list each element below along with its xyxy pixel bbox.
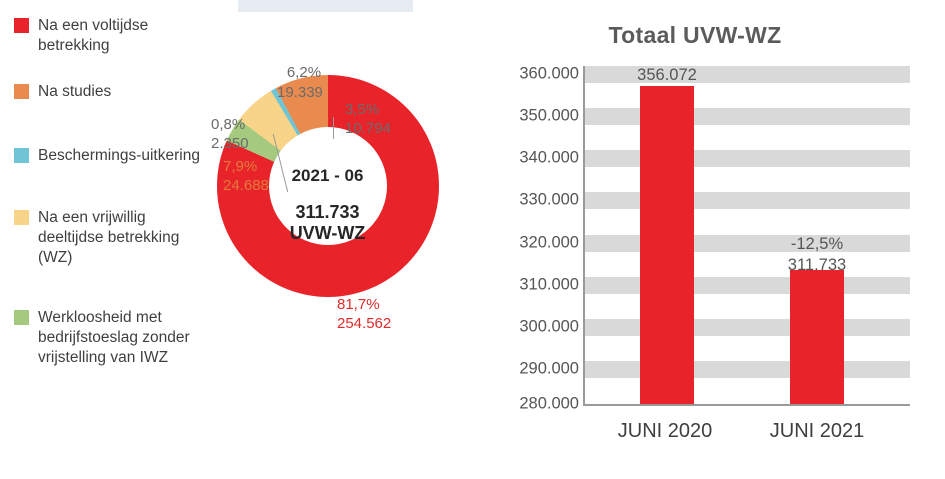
y-tick-340000: 340.000	[519, 148, 579, 167]
x-label-juni-2021: JUNI 2021	[769, 420, 865, 442]
bar-value-2021	[747, 234, 887, 276]
x-axis-labels	[585, 412, 910, 452]
y-tick-360000: 360.000	[519, 64, 579, 83]
legend-swatch-green	[14, 310, 29, 325]
bar-plot-area	[585, 66, 910, 404]
slice-label-green-pct: 3,5%	[345, 101, 380, 118]
grid-band-3	[585, 150, 910, 167]
x-label-juni-2020: JUNI 2020	[617, 420, 713, 442]
bar-total-2021: 311.733	[787, 256, 847, 274]
y-tick-330000: 330.000	[519, 190, 579, 209]
leader-line-yellow	[333, 117, 334, 139]
legend-swatch-red	[14, 18, 29, 33]
slice-label-green-val: 10.794	[345, 120, 391, 137]
legend-swatch-orange	[14, 84, 29, 99]
y-tick-290000: 290.000	[519, 359, 579, 378]
pie-legend	[14, 16, 214, 394]
legend-label-bedrijfstoeslag: Werkloosheid met bedrijfstoeslag zonder vrijstelling van IWZ	[38, 309, 190, 366]
legend-label-studies: Na studies	[38, 83, 112, 100]
donut-total-value: 311.733	[295, 202, 360, 222]
slice-label-blue	[211, 115, 249, 153]
slice-label-orange-val: 24.688	[223, 177, 269, 194]
y-tick-280000: 280.000	[519, 394, 579, 413]
grid-band-4	[585, 192, 910, 209]
slice-label-red-pct: 81,7%	[337, 296, 380, 313]
slice-label-blue-val: 2.350	[211, 135, 249, 152]
grid-band-2	[585, 108, 910, 125]
legend-label-voltijdse: Na een voltijdse betrekking	[38, 17, 149, 54]
grid-band-6	[585, 277, 910, 294]
donut-chart	[205, 55, 450, 355]
y-axis-ticks	[455, 64, 579, 413]
y-tick-320000: 320.000	[519, 233, 579, 252]
legend-label-bescherming: Beschermings-uitkering	[38, 147, 200, 164]
bar-juni-2021	[790, 270, 844, 404]
slice-label-orange-pct: 7,9%	[223, 158, 258, 175]
bar-juni-2020	[640, 86, 694, 404]
grid-band-7	[585, 319, 910, 336]
bar-chart-title: Totaal UVW-WZ	[608, 22, 782, 48]
legend-item-bedrijfstoeslag	[14, 308, 214, 368]
legend-swatch-yellow	[14, 210, 29, 225]
y-tick-300000: 300.000	[519, 317, 579, 336]
legend-item-studies	[14, 82, 214, 102]
slice-label-green	[345, 100, 391, 138]
slice-label-yellow-pct: 6,2%	[286, 64, 322, 81]
legend-item-deeltijdse	[14, 208, 214, 268]
legend-item-bescherming	[14, 146, 214, 166]
slice-label-red	[337, 295, 391, 333]
y-axis-line	[583, 66, 585, 405]
bar-chart	[455, 8, 935, 473]
grid-band-8	[585, 361, 910, 378]
legend-item-voltijdse	[14, 16, 214, 56]
slice-label-yellow-val: 19.339	[277, 84, 323, 101]
bar-value-2020: 356.072	[637, 66, 697, 84]
donut-total-label: UVW-WZ	[289, 223, 366, 243]
header-artifact	[238, 0, 413, 12]
bar-delta-2021: -12,5%	[790, 235, 844, 253]
y-tick-350000: 350.000	[519, 106, 579, 125]
y-tick-310000: 310.000	[519, 275, 579, 294]
legend-label-deeltijdse: Na een vrijwillig deeltijdse betrekking (WZ)	[38, 209, 180, 266]
donut-center-text	[253, 166, 403, 244]
legend-swatch-blue	[14, 148, 29, 163]
donut-period: 2021 - 06	[291, 166, 364, 185]
slice-label-blue-pct: 0,8%	[211, 116, 246, 133]
slice-label-red-val: 254.562	[337, 315, 392, 332]
x-axis-line	[583, 404, 910, 406]
slice-label-orange	[223, 157, 269, 195]
